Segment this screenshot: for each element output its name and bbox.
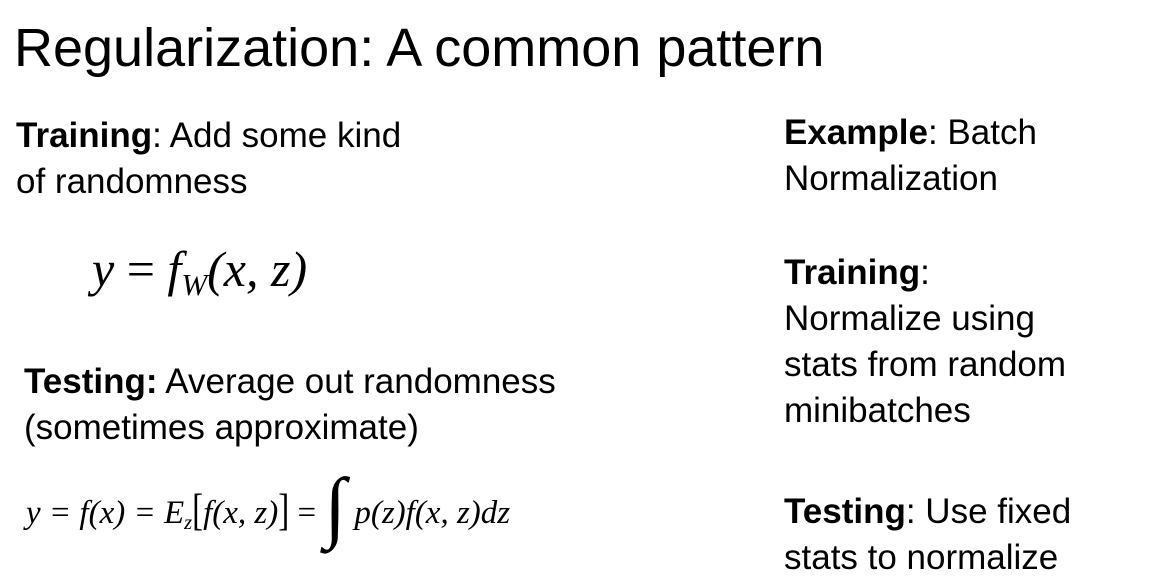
eq1-y: y <box>92 241 115 297</box>
bn-training-line-2: stats from random <box>784 345 1067 384</box>
training-block <box>16 113 716 205</box>
testing-line-2: (sometimes approximate) <box>24 408 419 447</box>
eq1-f: f <box>167 241 182 297</box>
bn-training-line-3: minibatches <box>784 391 971 430</box>
eq2-close-bracket: ] <box>278 486 290 536</box>
slide-title: Regularization: A common pattern <box>14 18 825 78</box>
training-text-1: : Add some kind <box>152 116 402 155</box>
testing-heading: Testing: <box>24 362 158 401</box>
example-line-2: Normalization <box>784 159 998 198</box>
training-line-2: of randomness <box>16 162 248 201</box>
example-heading: Example <box>784 113 928 152</box>
eq1-args: (x, z) <box>207 241 308 297</box>
equation-testing <box>26 462 511 551</box>
bn-training-heading: Training <box>784 253 921 292</box>
eq2-open-bracket: [ <box>192 486 204 536</box>
training-heading: Training <box>16 116 153 155</box>
eq2-subscript: z <box>184 511 193 534</box>
example-block <box>784 110 1154 202</box>
bn-training-block <box>784 250 1154 434</box>
eq2-inner: f(x, z) <box>203 495 279 531</box>
equation-training <box>92 234 307 311</box>
example-text-1: : Batch <box>927 113 1037 152</box>
bn-training-colon: : <box>920 253 930 292</box>
bn-testing-text-1: : Use fixed <box>905 492 1072 531</box>
eq2-rhs: p(z)f(x, z)dz <box>354 495 511 531</box>
eq2-lhs: y = f(x) = E <box>26 495 185 531</box>
testing-text-1: Average out randomness <box>157 362 556 401</box>
eq1-equals: = <box>126 241 155 297</box>
integral-symbol: ∫ <box>324 462 347 551</box>
eq1-subscript: W <box>181 266 208 302</box>
testing-block <box>24 359 744 451</box>
eq2-equals: = <box>289 495 325 531</box>
bn-training-line-1: Normalize using <box>784 299 1035 338</box>
testing-line-1 <box>24 359 744 405</box>
example-line-1 <box>784 110 1154 156</box>
training-line-1 <box>16 113 716 159</box>
bn-testing-line-2: stats to normalize <box>784 538 1059 577</box>
bn-testing-line-1 <box>784 489 1164 535</box>
bn-testing-block <box>784 489 1164 581</box>
bn-testing-heading: Testing <box>784 492 906 531</box>
bn-training-line-0 <box>784 250 1154 296</box>
